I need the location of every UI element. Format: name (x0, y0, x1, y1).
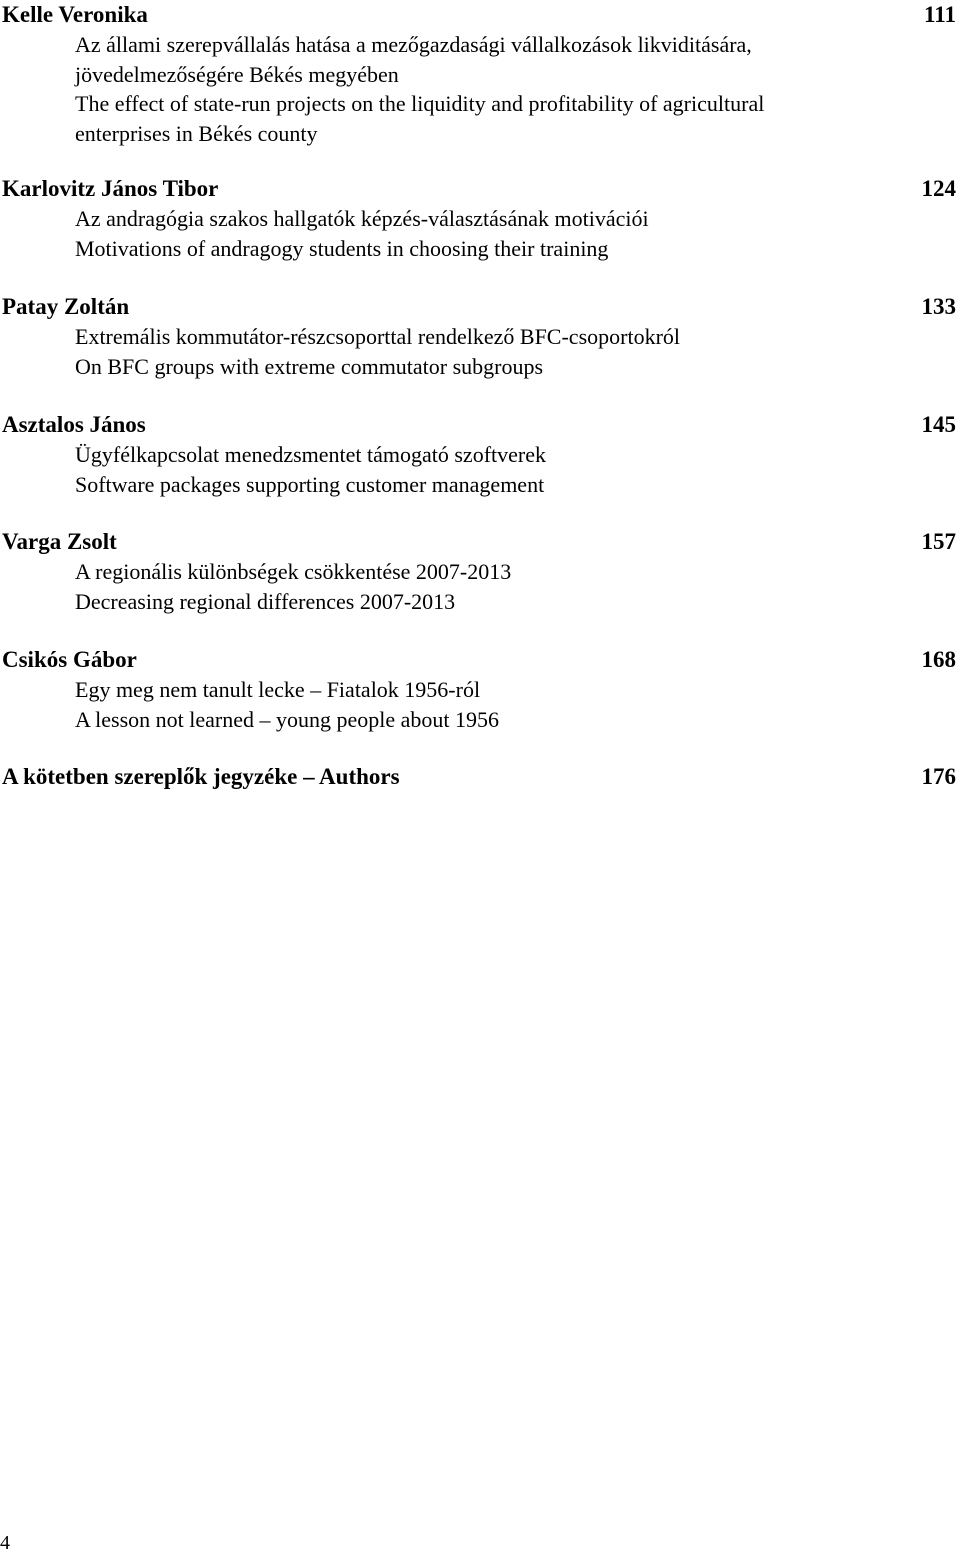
toc-entry-csikos (0, 645, 960, 734)
footer-page-number: 4 (0, 1532, 10, 1554)
title-en: Motivations of andragogy students in choosing their training (75, 235, 609, 261)
title-en: On BFC groups with extreme commutator subgroups (75, 353, 544, 379)
page-number: 168 (921, 647, 956, 672)
toc-entry-header (0, 0, 960, 30)
toc-entry-kelle (0, 0, 960, 148)
page-number: 133 (921, 294, 956, 319)
page-number: 145 (921, 412, 956, 437)
toc-entry-header (0, 410, 960, 440)
title-en: Software packages supporting customer management (75, 471, 545, 497)
title-hu: Az andragógia szakos hallgatók képzés-választásának motivációi (75, 206, 649, 231)
page-number: 176 (921, 764, 956, 789)
author-name: Varga Zsolt (2, 529, 117, 554)
page-number: 157 (921, 529, 956, 554)
title-en: Decreasing regional differences 2007-2013 (75, 588, 456, 614)
toc-entry-header (0, 762, 960, 792)
title-en-line-1: The effect of state-run projects on the liquidity and profitability of agricultural (75, 91, 765, 116)
author-name: Patay Zoltán (2, 294, 130, 319)
toc-entry-patay (0, 292, 960, 381)
toc-entry-karlovitz (0, 174, 960, 263)
toc-entry-asztalos (0, 410, 960, 499)
author-name: Csikós Gábor (2, 647, 137, 672)
section-name: A kötetben szereplők jegyzéke – Authors (2, 764, 400, 789)
title-hu-line-2: jövedelmezőségére Békés megyében (75, 61, 399, 87)
toc-entry-header (0, 174, 960, 204)
page-number: 124 (921, 176, 956, 201)
page-number: 111 (924, 2, 956, 27)
toc-entry-header (0, 645, 960, 675)
toc-entry-header (0, 292, 960, 322)
title-hu: A regionális különbségek csökkentése 2007-2013 (75, 559, 512, 584)
title-hu: Extremális kommutátor-részcsoporttal rendelkező BFC-csoportokról (75, 324, 681, 349)
title-hu: Ügyfélkapcsolat menedzsmentet támogató szoftverek (75, 442, 546, 467)
author-name: Kelle Veronika (2, 2, 148, 27)
toc-entry-header (0, 527, 960, 557)
title-hu: Egy meg nem tanult lecke – Fiatalok 1956-ról (75, 677, 481, 702)
title-hu-line-1: Az állami szerepvállalás hatása a mezőgazdasági vállalkozások likviditására, (75, 32, 752, 57)
title-en-line-2: enterprises in Békés county (75, 120, 318, 146)
title-en: A lesson not learned – young people about 1956 (75, 706, 500, 732)
toc-entry-authors (0, 762, 960, 792)
author-name: Karlovitz János Tibor (2, 176, 219, 201)
author-name: Asztalos János (2, 412, 146, 437)
toc-entry-varga (0, 527, 960, 616)
